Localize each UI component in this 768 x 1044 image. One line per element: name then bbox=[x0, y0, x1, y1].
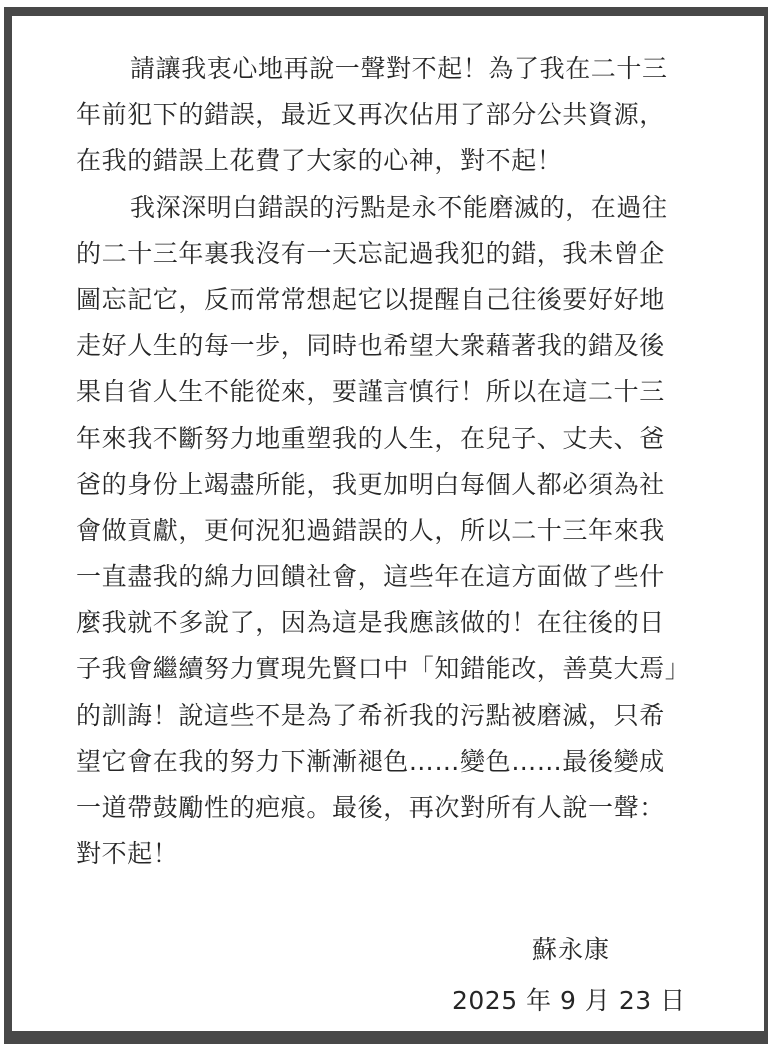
text-line: 一道帶鼓勵性的疤痕。最後，再次對所有人說一聲： bbox=[76, 793, 665, 822]
text-line: 請讓我衷心地再說一聲對不起！為了我在二十三 bbox=[130, 54, 668, 83]
frame-border-bottom bbox=[4, 1031, 768, 1044]
text-line: 圖忘記它，反而常常想起它以提醒自己往後要好好地 bbox=[76, 284, 665, 314]
text-line: 一直盡我的綿力回饋社會，這些年在這方面做了些什 bbox=[76, 562, 665, 592]
text-line: 爸的身份上竭盡所能，我更加明白每個人都必須為社 bbox=[76, 469, 665, 499]
text-line: 望它會在我的努力下漸漸褪色……變色……最後變成 bbox=[76, 746, 665, 776]
apology-letter-body bbox=[76, 46, 696, 877]
signature-name: 蘇永康 bbox=[532, 935, 611, 964]
text-line: 的二十三年裏我沒有一天忘記過我犯的錯，我未曾企 bbox=[76, 238, 665, 268]
frame-border-right bbox=[764, 7, 768, 1044]
text-line: 子我會繼續努力實現先賢口中「知錯能改，善莫大焉」 bbox=[76, 654, 691, 684]
text-line: 的訓誨！說這些不是為了希祈我的污點被磨滅，只希 bbox=[76, 700, 665, 730]
text-line: 會做貢獻，更何況犯過錯誤的人，所以二十三年來我 bbox=[76, 515, 665, 545]
text-line: 對不起！ bbox=[76, 839, 179, 869]
paragraph-2 bbox=[76, 185, 696, 878]
paragraph-1 bbox=[76, 46, 696, 185]
text-line: 走好人生的每一步，同時也希望大衆藉著我的錯及後 bbox=[76, 331, 665, 361]
text-line: 年來我不斷努力地重塑我的人生，在兒子、丈夫、爸 bbox=[76, 423, 665, 453]
text-line: 果自省人生不能從來，要謹言慎行！所以在這二十三 bbox=[76, 377, 665, 407]
text-line: 年前犯下的錯誤，最近又再次佔用了部分公共資源， bbox=[76, 100, 665, 130]
signature-date: 2025 年 9 月 23 日 bbox=[452, 986, 686, 1015]
text-line: 在我的錯誤上花費了大家的心神，對不起！ bbox=[76, 146, 563, 176]
text-line: 麼我就不多說了，因為這是我應該做的！在往後的日 bbox=[76, 608, 665, 638]
text-line: 我深深明白錯誤的污點是永不能磨滅的，在過往 bbox=[130, 192, 668, 222]
